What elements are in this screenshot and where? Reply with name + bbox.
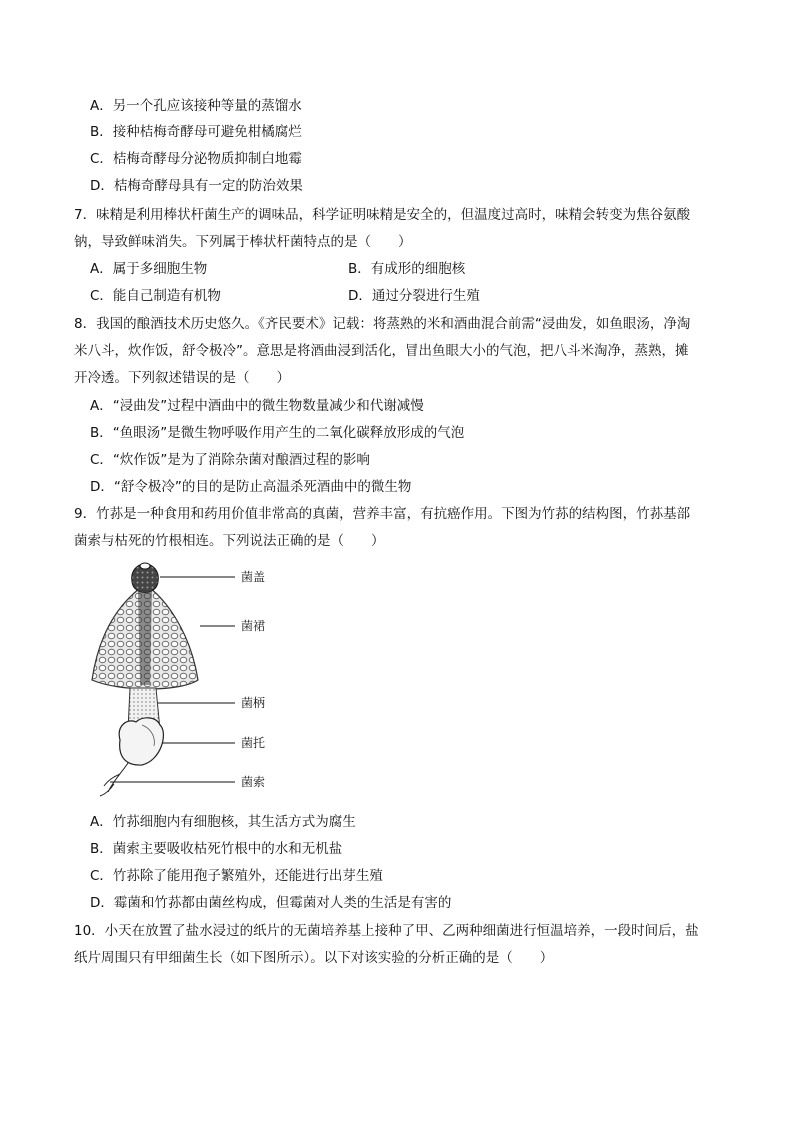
- q7-option-d: D．通过分裂进行生殖: [348, 288, 480, 304]
- q8-stem-line1: 8．我国的酿酒技术历史悠久。《齐民要术》记载：将蒸熟的米和酒曲混合前需“浸曲发，如鱼眼汤，净淘: [74, 316, 691, 332]
- q6-option-d: D．桔梅奇酵母具有一定的防治效果: [90, 178, 303, 194]
- cap-shadow: [138, 590, 152, 685]
- q9-stem-line1: 9．竹荪是一种食用和药用价值非常高的真菌，营养丰富，有抗癌作用。下图为竹荪的结构图，竹荪基部: [74, 506, 691, 522]
- q6-option-b: B．接种桔梅奇酵母可避免柑橘腐烂: [90, 124, 302, 140]
- label-cap: 菌盖: [241, 570, 266, 584]
- label-indusium: 菌裙: [241, 619, 266, 633]
- rhizomorph-shape: [100, 763, 128, 796]
- q7-option-a: A．属于多细胞生物: [90, 261, 208, 277]
- q8-option-c: C．“炊作饭”是为了消除杂菌对酿酒过程的影响: [90, 452, 370, 468]
- q10-stem-line1: 10．小天在放置了盐水浸过的纸片的无菌培养基上接种了甲、乙两种细菌进行恒温培养，一段时间后，盐: [74, 923, 699, 939]
- label-stipe: 菌柄: [241, 696, 266, 710]
- q9-option-a: A．竹荪细胞内有细胞核，其生活方式为腐生: [90, 814, 356, 830]
- q9-option-b: B．菌索主要吸收枯死竹根中的水和无机盐: [90, 841, 343, 857]
- q7-option-c: C．能自己制造有机物: [90, 288, 221, 304]
- label-rhizomorph: 菌索: [241, 775, 266, 789]
- q8-option-b: B．“鱼眼汤”是微生物呼吸作用产生的二氧化碳释放形成的气泡: [90, 425, 465, 441]
- bamboo-fungus-figure: [80, 560, 300, 800]
- q9-option-d: D．霉菌和竹荪都由菌丝构成，但霉菌对人类的生活是有害的: [90, 895, 452, 911]
- q8-option-d: D．“舒令极冷”的目的是防止高温杀死酒曲中的微生物: [90, 479, 412, 495]
- q10-stem-line2: 纸片周围只有甲细菌生长（如下图所示）。以下对该实验的分析正确的是（ ）: [74, 950, 554, 966]
- q8-stem-line2: 米八斗，炊作饭，舒令极冷”。意思是将酒曲浸到活化，冒出鱼眼大小的气泡，把八斗米淘净，蒸熟，摊: [74, 343, 689, 359]
- q7-stem-line1: 7．味精是利用棒状杆菌生产的调味品，科学证明味精是安全的，但温度过高时，味精会转变为焦谷氨酸: [74, 207, 691, 223]
- label-volva: 菌托: [241, 736, 266, 750]
- q9-option-c: C．竹荪除了能用孢子繁殖外，还能进行出芽生殖: [90, 868, 383, 884]
- q7-stem-line2: 钠，导致鲜味消失。下列属于棒状杆菌特点的是（ ）: [74, 234, 412, 250]
- q7-option-b: B．有成形的细胞核: [348, 261, 466, 277]
- q6-option-c: C．桔梅奇酵母分泌物质抑制白地霉: [90, 151, 302, 167]
- volva-shape: [119, 718, 163, 765]
- cap-apex: [140, 563, 150, 569]
- q6-option-a: A．另一个孔应该接种等量的蒸馏水: [90, 98, 302, 114]
- q8-option-a: A．“浸曲发”过程中酒曲中的微生物数量减少和代谢减慢: [90, 398, 424, 414]
- q8-stem-line3: 开冷透。下列叙述错误的是（ ）: [74, 370, 290, 386]
- q9-stem-line2: 菌索与枯死的竹根相连。下列说法正确的是（ ）: [74, 533, 385, 549]
